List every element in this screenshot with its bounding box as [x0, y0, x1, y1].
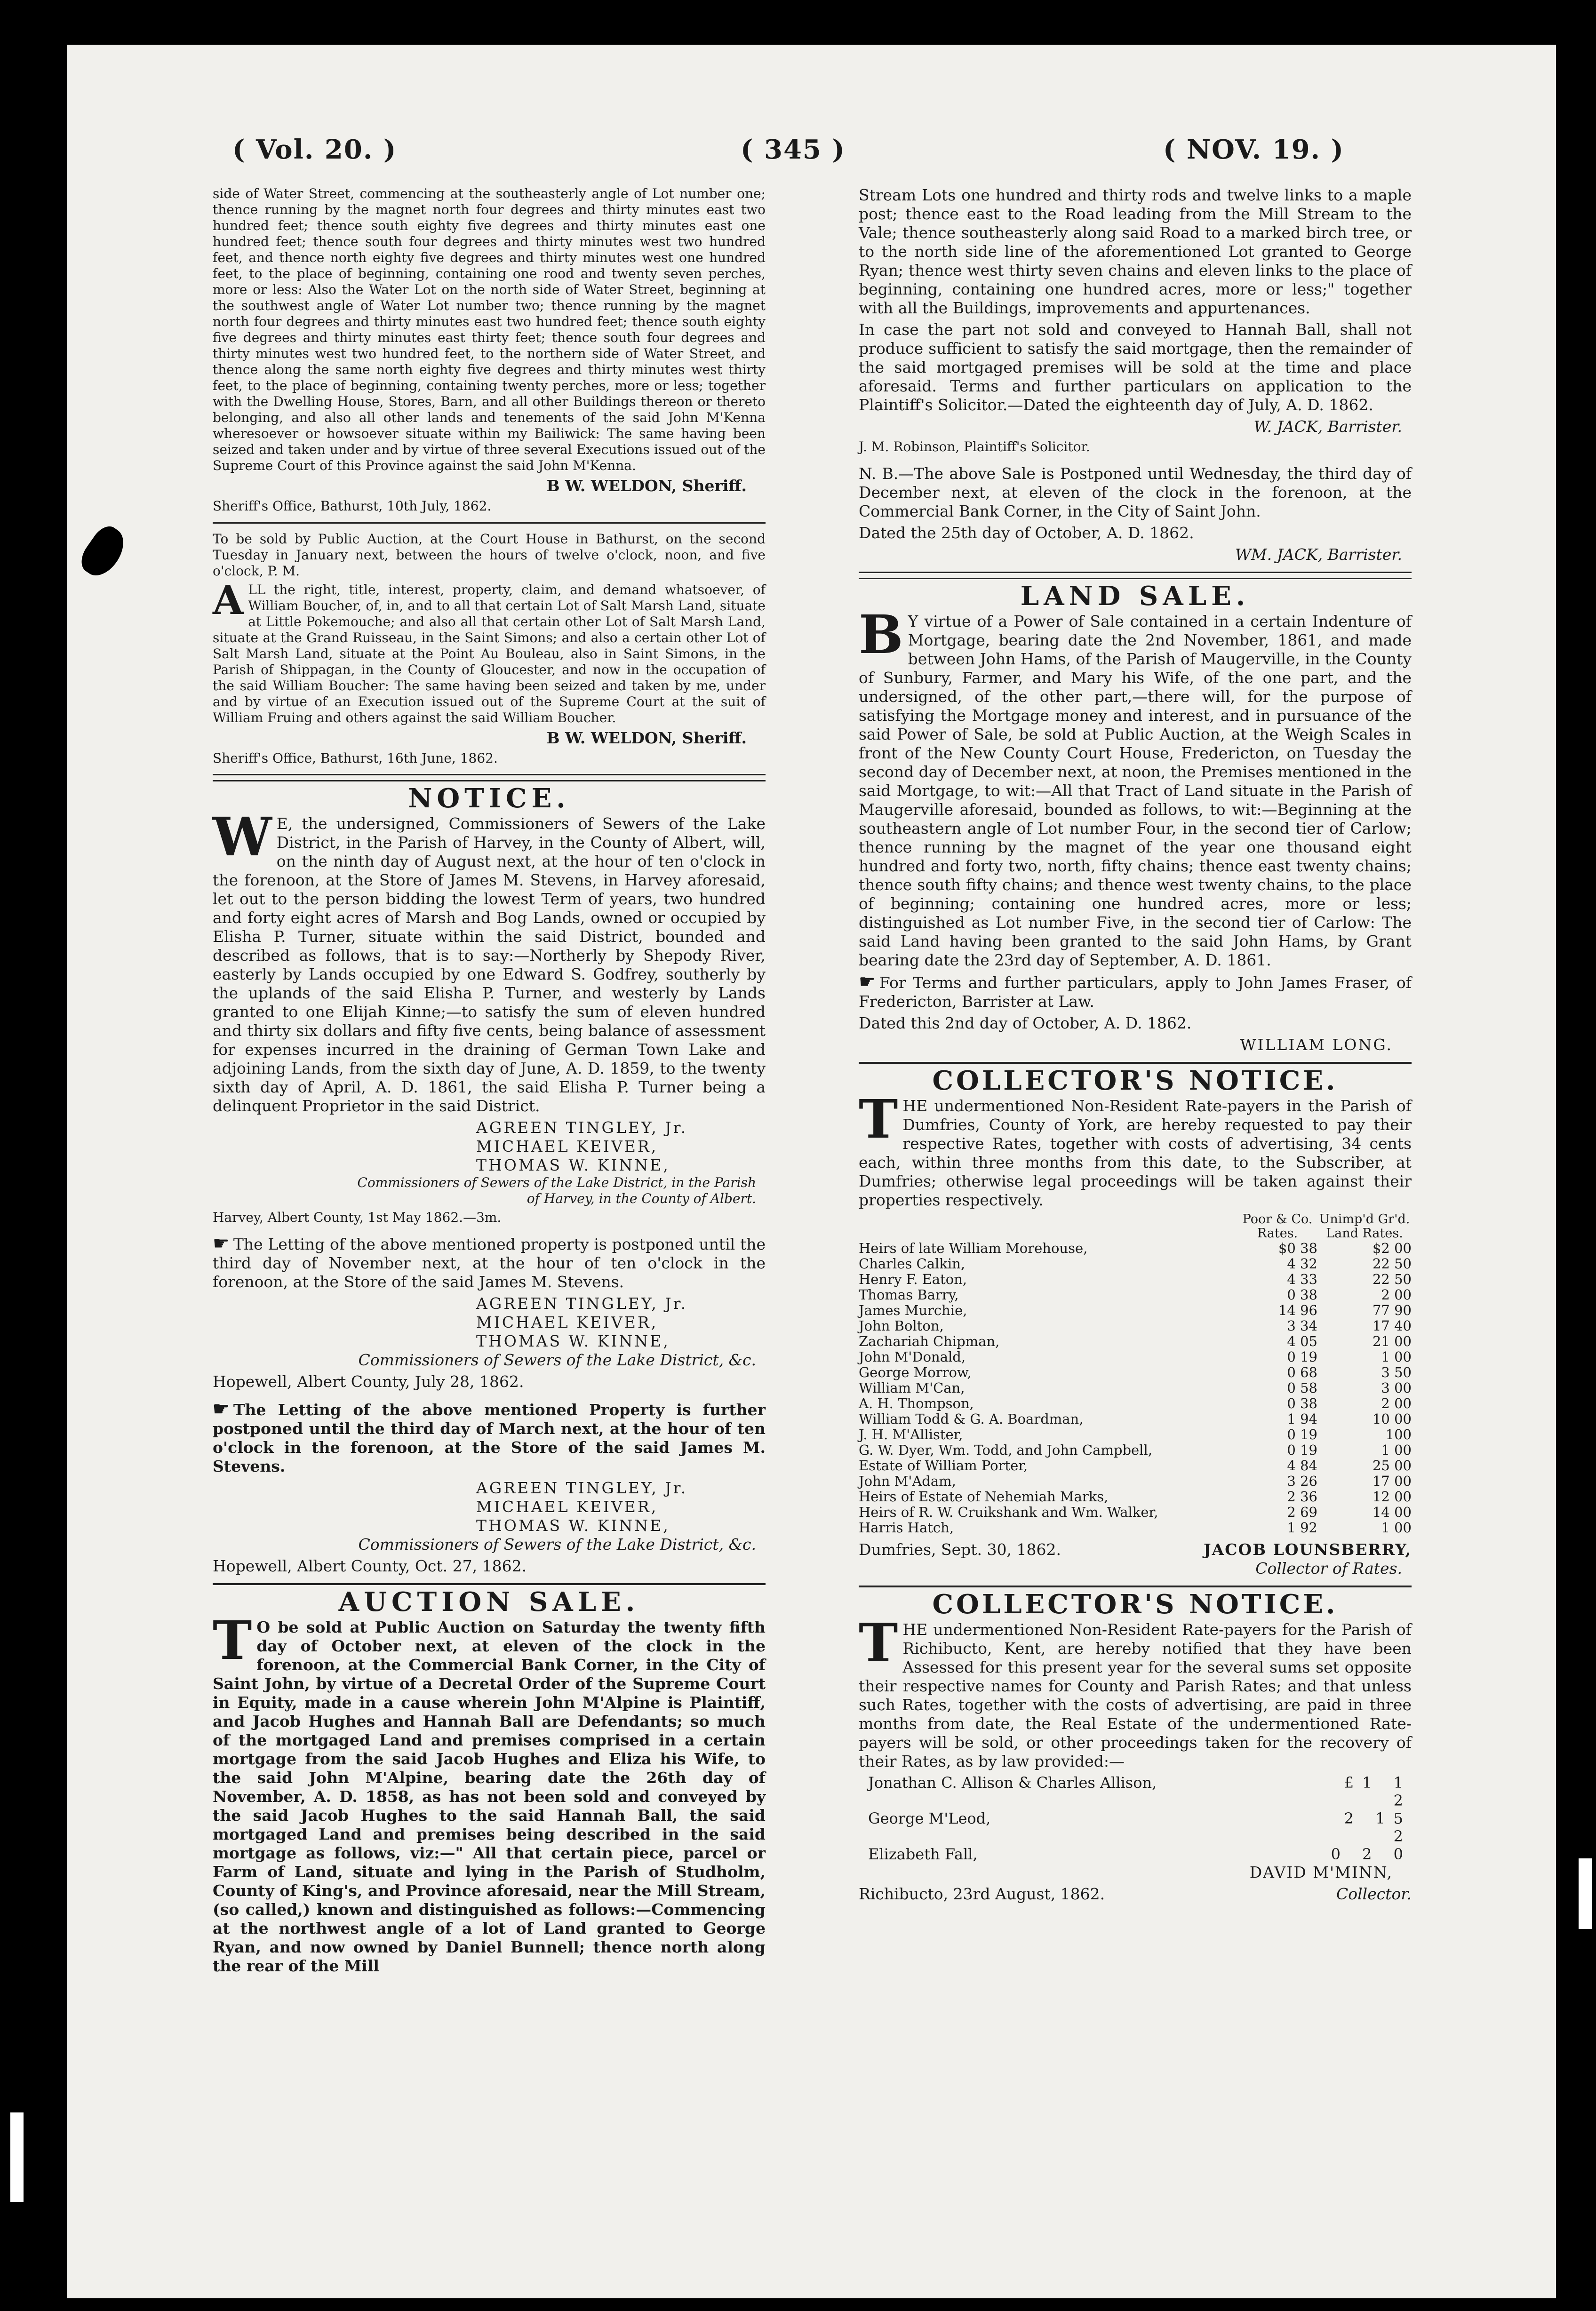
ratepayer-name: George M'Leod, [868, 1809, 991, 1827]
table-row [859, 1287, 1412, 1303]
pointing-hand-icon: ☛ [859, 971, 876, 993]
collector-place-date: Richibucto, 23rd August, 1862. [859, 1885, 1105, 1903]
table-row [859, 1411, 1412, 1427]
ratepayer-name: George Morrow, [859, 1364, 972, 1380]
table-row [859, 1520, 1412, 1536]
notice-date: Dated this 2nd day of October, A. D. 1862. [859, 1014, 1192, 1032]
rates-table [859, 1774, 1412, 1863]
poor-rate: 0 19 [1287, 1349, 1317, 1365]
divider [859, 1062, 1412, 1064]
section-title: COLLECTOR'S NOTICE. [932, 1065, 1338, 1096]
signatory: MICHAEL KEIVER, [476, 1498, 658, 1516]
poor-rate: 4 05 [1287, 1333, 1317, 1349]
solicitor-line: J. M. Robinson, Plaintiff's Solicitor. [859, 439, 1090, 454]
barrister-signature: W. JACK, Barrister. [1253, 417, 1402, 436]
notice-body: HE undermentioned Non-Resident Rate-payers in the Parish of Dumfries, County of York, are hereby requested to pay their respective Rates, together with costs of advertising, 34 cents each, within three months from this date, to the Subscriber, at Dumfries; otherwise legal proceedings will be taken against their properties respectively. [859, 1097, 1412, 1209]
rates-table [859, 1241, 1412, 1536]
rates-table-header [859, 1212, 1412, 1241]
land-rate: 3 00 [1381, 1380, 1412, 1396]
ratepayer-name: A. H. Thompson, [859, 1395, 974, 1411]
sheriff-office-date: Sheriff's Office, Bathurst, 10th July, 1862. [213, 498, 492, 514]
table-row [859, 1505, 1412, 1520]
rate-amount: 0 2 0 [1331, 1845, 1412, 1863]
collector-name: DAVID M'MINN, [1249, 1863, 1393, 1881]
divider [213, 522, 766, 524]
notice-body: HE undermentioned Non-Resident Rate-payers for the Parish of Richibucto, Kent, are hereby notified that they have been Assessed for this present year for the several sums set opposite their respective names for County and Parish Rates; and that unless such Rates, together with the costs of advertising, are paid in three months from date, the Real Estate of the undermentioned Rate-payers will be sold, or other proceedings taken for the recovery of their Rates, as by law provided:— [859, 1620, 1412, 1770]
newspaper-page [67, 45, 1556, 2298]
ratepayer-name: James Murchie, [859, 1302, 967, 1318]
auction-sale-continued [859, 186, 1412, 564]
land-rate: 22 50 [1372, 1271, 1412, 1287]
collector-place-date: Dumfries, Sept. 30, 1862. [859, 1540, 1061, 1559]
land-rate: 14 00 [1372, 1504, 1412, 1520]
land-rate: 12 00 [1372, 1489, 1412, 1505]
ratepayer-name: John M'Adam, [859, 1473, 956, 1489]
signatory: AGREEN TINGLEY, Jr. [476, 1118, 688, 1137]
poor-rate: 3 26 [1287, 1473, 1317, 1489]
sheriff-office-date: Sheriff's Office, Bathurst, 16th June, 1862. [213, 750, 498, 766]
commission-title: Commissioners of Sewers of the Lake District, in the Parish of Harvey, in the County of Albert. [357, 1175, 756, 1206]
poor-rate: 0 58 [1287, 1380, 1317, 1396]
terms-text: For Terms and further particulars, apply to John James Fraser, of Fredericton, Barrister at Law. [859, 973, 1412, 1011]
section-title: AUCTION SALE. [338, 1586, 640, 1618]
signatory: THOMAS W. KINNE, [476, 1516, 670, 1535]
poor-rate: 1 94 [1287, 1411, 1317, 1427]
signatory: MICHAEL KEIVER, [476, 1137, 658, 1156]
land-rate: 17 00 [1372, 1473, 1412, 1489]
poor-rate: 2 69 [1287, 1504, 1317, 1520]
land-rate: 1 00 [1381, 1442, 1412, 1458]
poor-rate: 0 38 [1287, 1287, 1317, 1303]
table-row [859, 1349, 1412, 1365]
poor-rate: 0 19 [1287, 1442, 1317, 1458]
collectors-notice-dumfries [859, 1065, 1412, 1578]
ratepayer-name: Charles Calkin, [859, 1256, 966, 1272]
auction-sale [213, 1586, 766, 1976]
ratepayer-name: Jonathan C. Allison & Charles Allison, [868, 1774, 1157, 1792]
signatory: MICHAEL KEIVER, [476, 1313, 658, 1331]
land-rate: 1 00 [1381, 1520, 1412, 1536]
drop-cap: B [859, 604, 903, 666]
commission-title: Commissioners of Sewers of the Lake District, &c. [358, 1351, 756, 1369]
notice-body: In case the part not sold and conveyed to Hannah Ball, shall not produce sufficient to satisfy the said mortgage, then the remainder of the said mortgaged premises will be sold at the time and place aforesaid. Terms and further particulars on application to the Plaintiff's Solicitor.—Dated the eighteenth day of July, A. D. 1862. [859, 320, 1412, 414]
table-row [859, 1489, 1412, 1505]
land-rate: 17 40 [1372, 1318, 1412, 1334]
table-row [859, 1427, 1412, 1442]
poor-rate: 0 38 [1287, 1395, 1317, 1411]
ratepayer-name: G. W. Dyer, Wm. Todd, and John Campbell, [859, 1442, 1152, 1458]
table-row [859, 1256, 1412, 1272]
table-row [859, 1365, 1412, 1380]
notice-body: side of Water Street, commencing at the southeasterly angle of Lot number one; thence running by the magnet north four degrees and thirty minutes east two hundred feet; thence south eighty five degrees and thirty minutes east one hundred feet; thence south four degrees and thirty minutes west two hundred feet, and thence north eighty five degrees and thirty minutes west one hundred feet, to the place of beginning, containing one rood and twenty seven perches, more or less: Also the Water Lot on the north side of Water Street, beginning at the southwest angle of Water Lot number two; thence running by the magnet north four degrees and thirty minutes east two hundred feet; thence south eighty five degrees and thirty minutes east thirty feet; thence south four degrees and thirty minutes west two hundred feet, to the northern side of Water Street, and thence along the same north eighty five degrees and thirty minutes west thirty feet, to the place of beginning, containing twenty perches, more or less; together with the Dwelling House, Stores, Barn, and all other Buildings thereon or thereto belonging, and also all other lands and tenements of the said John M'Kenna wheresoever or howsoever situate within my Bailiwick: The same having been seized and taken under and by virtue of three several Executions issued out of the Supreme Court of this Province against the said John M'Kenna. [213, 186, 766, 473]
poor-rate: 2 36 [1287, 1489, 1317, 1505]
ratepayer-name: William Todd & G. A. Boardman, [859, 1411, 1084, 1427]
sheriff-notice-mckenna [213, 186, 766, 514]
poor-rate: 1 92 [1287, 1520, 1317, 1536]
pointing-hand-icon: ☛ [213, 1233, 230, 1254]
land-sale [859, 581, 1412, 1054]
rate-amount: 2 15 2 [1344, 1809, 1412, 1845]
poor-rate: 0 68 [1287, 1364, 1317, 1380]
poor-rate: $0 38 [1278, 1240, 1317, 1256]
table-row [859, 1774, 1412, 1809]
drop-cap: W [213, 806, 272, 868]
signatory: AGREEN TINGLEY, Jr. [476, 1294, 688, 1313]
drop-cap: T [859, 1089, 898, 1150]
land-rate: 3 50 [1381, 1364, 1412, 1380]
divider [859, 572, 1412, 579]
notice-body: E, the undersigned, Commissioners of Sewers of the Lake District, in the Parish of Harvey, in the County of Albert, will, on the ninth day of August next, at the hour of ten o'clock in the forenoon, at the Store of James M. Stevens, in Harvey aforesaid, let out to the person bidding the lowest Term of years, two hundred and forty eight acres of Marsh and Bog Lands, owned or occupied by Elisha P. Turner, situate within the said District, bounded and described as follows, that is to say:—Northerly by Shepody River, easterly by Lands occupied by one Edward S. Godfrey, southerly by the uplands of the said Elisha P. Turner, and westerly by Lands granted to one Elijah Kinne;—to satisfy the sum of eleven hundred and thirty six dollars and fifty five cents, being balance of assessment for expenses incurred in the draining of German Town Lake and adjoining Lands, from the sixth day of June, A. D. 1859, to the twenty sixth day of April, A. D. 1861, the said Elisha P. Turner being a delinquent Proprietor in the said District. [213, 814, 766, 1115]
column-header: Unimp'd Gr'd. Land Rates. [1319, 1212, 1410, 1241]
postponement-text: N. B.—The above Sale is Postponed until Wednesday, the third day of December next, at eleven of the clock in the forenoon, at the Commercial Bank Corner, in the City of Saint John. [859, 464, 1412, 520]
ratepayer-name: Henry F. Eaton, [859, 1271, 967, 1287]
land-rate: 2 00 [1381, 1395, 1412, 1411]
ratepayer-name: J. H. M'Allister, [859, 1426, 963, 1442]
land-rate: 21 00 [1372, 1333, 1412, 1349]
drop-cap: A [213, 577, 244, 623]
collector-name: JACOB LOUNSBERRY, [1203, 1540, 1412, 1559]
table-row [859, 1396, 1412, 1411]
sheriff-signature: B W. WELDON, Sheriff. [546, 477, 747, 495]
ratepayer-name: Zachariah Chipman, [859, 1333, 1000, 1349]
table-row [859, 1303, 1412, 1318]
table-row [859, 1809, 1412, 1845]
table-row [859, 1458, 1412, 1474]
poor-rate: 4 84 [1287, 1458, 1317, 1474]
table-row [859, 1845, 1412, 1863]
scan-mark [10, 2112, 24, 2202]
divider [213, 1583, 766, 1585]
sheriff-notice-boucher [213, 531, 766, 766]
poor-rate: 0 19 [1287, 1426, 1317, 1442]
poor-rate: 3 34 [1287, 1318, 1317, 1334]
table-row [859, 1442, 1412, 1458]
postponement-text: The Letting of the above mentioned property is postponed until the third day of November next, at the hour of ten o'clock in the forenoon, at the Store of the said James M. Stevens. [213, 1235, 766, 1291]
land-rate: 77 90 [1372, 1302, 1412, 1318]
table-row [859, 1334, 1412, 1349]
notice-date: Dated the 25th day of October, A. D. 1862. [859, 524, 1194, 542]
ratepayer-name: Heirs of R. W. Cruikshank and Wm. Walker, [859, 1504, 1158, 1520]
notice-date: Hopewell, Albert County, July 28, 1862. [213, 1372, 524, 1391]
right-column [859, 186, 1412, 1904]
page-number: ( 345 ) [741, 134, 846, 165]
land-rate: 10 00 [1372, 1411, 1412, 1427]
signatory: AGREEN TINGLEY, Jr. [476, 1479, 688, 1497]
notice-date: Hopewell, Albert County, Oct. 27, 1862. [213, 1557, 527, 1575]
divider [213, 774, 766, 781]
signatory: THOMAS W. KINNE, [476, 1156, 670, 1174]
ratepayer-name: Thomas Barry, [859, 1287, 959, 1303]
notice-body: LL the right, title, interest, property, claim, and demand whatsoever, of William Boucher, of, in, and to all that certain Lot of Salt Marsh Land, situate at Little Pokemouche; and also all that certain other Lot of Salt Marsh Land, situate at the Grand Ruisseau, in the Saint Simons; and also a certain other Lot of Salt Marsh Land, situate at the Point Au Bouleau, also in Saint Simons, in the Parish of Shippagan, in the County of Gloucester, and now in the occupation of the said William Boucher: The same having been seized and taken by me, under and by virtue of an Execution issued out of the Supreme Court at the suit of William Fruing and others against the said William Boucher. [213, 582, 766, 725]
signatory: THOMAS W. KINNE, [476, 1332, 670, 1350]
drop-cap: T [859, 1612, 898, 1674]
section-title: NOTICE. [408, 783, 570, 814]
column-header: Poor & Co. Rates. [1242, 1212, 1313, 1241]
ratepayer-name: Heirs of late William Morehouse, [859, 1240, 1088, 1256]
poor-rate: 4 32 [1287, 1256, 1317, 1272]
rate-amount: £1 1 2 [1344, 1774, 1412, 1809]
table-row [859, 1318, 1412, 1334]
ratepayer-name: Heirs of Estate of Nehemiah Marks, [859, 1489, 1109, 1505]
ratepayer-name: John M'Donald, [859, 1349, 966, 1365]
poor-rate: 4 33 [1287, 1271, 1317, 1287]
sheriff-signature: B W. WELDON, Sheriff. [546, 729, 747, 747]
postponement-text: The Letting of the above mentioned Property is further postponed until the third day of March next, at the hour of ten o'clock in the forenoon, at the Store of the said James M. Stevens. [213, 1401, 766, 1475]
ratepayer-name: Elizabeth Fall, [868, 1845, 978, 1863]
section-title: COLLECTOR'S NOTICE. [932, 1589, 1338, 1620]
land-rate: 25 00 [1372, 1458, 1412, 1474]
ratepayer-name: William M'Can, [859, 1380, 965, 1396]
ratepayer-name: Harris Hatch, [859, 1520, 954, 1536]
collectors-notice-richibucto [859, 1589, 1412, 1904]
notice-date: Harvey, Albert County, 1st May 1862.—3m. [213, 1210, 502, 1225]
divider [859, 1586, 1412, 1587]
section-title: LAND SALE. [1020, 581, 1250, 612]
land-rate: 2 00 [1381, 1287, 1412, 1303]
scan-mark [1579, 1858, 1592, 1929]
land-rate: 100 [1385, 1426, 1412, 1442]
commission-title: Commissioners of Sewers of the Lake District, &c. [358, 1535, 756, 1554]
notice-body: Stream Lots one hundred and thirty rods and twelve links to a maple post; thence east to the Road leading from the Mill Stream to the Vale; thence southeasterly along said Road to a marked birch tree, or to the north side line of the aforementioned Lot granted to George Ryan; thence west thirty seven chains and eleven links to the place of beginning, containing one hundred acres, more or less;" together with all the Buildings, improvements and appurtenances. [859, 186, 1412, 317]
collector-role: Collector of Rates. [1255, 1559, 1402, 1578]
table-row [859, 1272, 1412, 1287]
collector-role: Collector. [1336, 1885, 1412, 1903]
land-rate: $2 00 [1372, 1240, 1412, 1256]
ratepayer-name: Estate of William Porter, [859, 1458, 1028, 1474]
drop-cap: T [213, 1610, 252, 1672]
ratepayer-name: John Bolton, [859, 1318, 944, 1334]
signatory: WILLIAM LONG. [1240, 1036, 1393, 1054]
barrister-signature: WM. JACK, Barrister. [1235, 545, 1402, 564]
notice-body: Y virtue of a Power of Sale contained in a certain Indenture of Mortgage, bearing date the 2nd November, 1861, and made between John Hams, of the Parish of Maugerville, in the County of Sunbury, Farmer, and Mary his Wife, of the one part, and the undersigned, of the other part,—there will, for the purpose of satisfying the Mortgage money and interest, and in pursuance of the said Power of Sale, be sold at Public Auction, at the Weigh Scales in front of the New County Court House, Fredericton, on Tuesday the second day of December next, at noon, the Premises mentioned in the said Mortgage, to wit:—All that Tract of Land situate in the Parish of Maugerville aforesaid, bounded as follows, to wit:—Beginning at the southeastern angle of Lot number Four, in the second tier of Carlow; thence running by the magnet of the year one thousand eight hundred and forty two, north, fifty chains; thence east twenty chains; thence south fifty chains; and thence west twenty chains, to the place of beginning; containing one hundred acres, more or less; distinguished as Lot number Five, in the second tier of Carlow: The said Land having been granted to the said John Hams, by Grant bearing date the 23rd day of September, A. D. 1861. [859, 612, 1412, 969]
pointing-hand-icon: ☛ [213, 1398, 230, 1420]
table-row [859, 1241, 1412, 1256]
sewers-notice [213, 783, 766, 1576]
left-column [213, 186, 766, 1978]
table-row [859, 1474, 1412, 1489]
land-rate: 22 50 [1372, 1256, 1412, 1272]
table-row [859, 1380, 1412, 1396]
notice-body: O be sold at Public Auction on Saturday the twenty fifth day of October next, at eleven of the clock in the forenoon, at the Commercial Bank Corner, in the City of Saint John, by virtue of a Decretal Order of the Supreme Court in Equity, made in a cause wherein John M'Alpine is Plaintiff, and Jacob Hughes and Hannah Ball are Defendants; so much of the mortgaged Land and premises comprised in a certain mortgage from the said Jacob Hughes and Eliza his Wife, to the said John M'Alpine, bearing date the 26th day of November, A. D. 1858, as has not been sold and conveyed by the said Jacob Hughes to the said Hannah Ball, the said mortgaged Land and premises being described in the said mortgage as follows, viz:—" All that certain piece, parcel or Farm of Land, situate and lying in the Parish of Studholm, County of King's, and Province aforesaid, near the Mill Stream, (so called,) known and distinguished as follows:—Commencing at the northwest angle of a lot of Land granted to George Ryan, and now owned by Daniel Bunnell; thence north along the rear of the Mill [213, 1618, 766, 1975]
poor-rate: 14 96 [1278, 1302, 1317, 1318]
auction-intro: To be sold by Public Auction, at the Court House in Bathurst, on the second Tuesday in January next, between the hours of twelve o'clock, noon, and five o'clock, P. M. [213, 531, 766, 579]
volume-number: ( Vol. 20. ) [232, 134, 397, 165]
land-rate: 1 00 [1381, 1349, 1412, 1365]
issue-date: ( NOV. 19. ) [1163, 134, 1345, 165]
